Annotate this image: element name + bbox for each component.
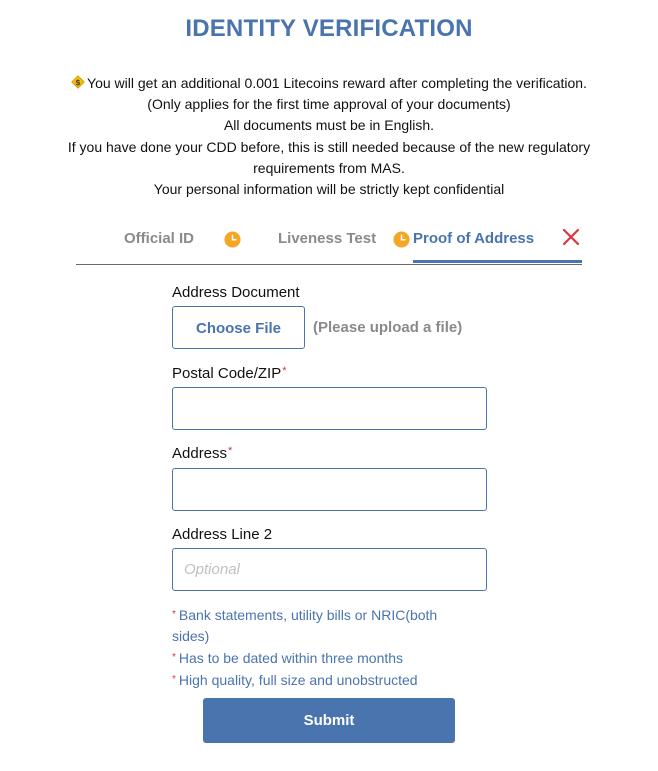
postal-code-label	[172, 365, 287, 382]
note-mark: *	[172, 674, 176, 685]
verification-tabs	[76, 222, 582, 265]
coin-icon	[71, 75, 85, 89]
svg-text:$: $	[75, 78, 81, 88]
cdd-note: If you have done your CDD before, this is still needed because of the new regulatory requirements from MAS.	[67, 139, 591, 176]
close-icon	[561, 227, 581, 247]
requirement-item: * Bank statements, utility bills or NRIC(both sides)	[172, 607, 438, 644]
postal-code-label-text: Postal Code/ZIP	[172, 365, 282, 382]
note-mark: *	[172, 652, 176, 663]
english-note: All documents must be in English.	[223, 117, 435, 133]
upload-hint: (Please upload a file)	[313, 319, 463, 336]
clock-icon	[393, 231, 410, 248]
reward-note	[0, 73, 658, 94]
document-requirements	[172, 604, 472, 691]
note-mark: *	[172, 609, 176, 620]
active-tab-indicator	[413, 260, 582, 263]
required-mark: *	[282, 365, 287, 377]
required-mark: *	[228, 445, 233, 457]
choose-file-button[interactable]: Choose File	[172, 306, 305, 349]
page-title: IDENTITY VERIFICATION	[185, 15, 473, 42]
address-line-2-input[interactable]	[172, 548, 487, 591]
requirement-item: * High quality, full size and unobstructed	[172, 672, 418, 688]
requirement-item: * Has to be dated within three months	[172, 650, 404, 666]
tab-official-id[interactable]: Official ID	[124, 230, 195, 247]
tab-liveness-test[interactable]: Liveness Test	[278, 230, 377, 247]
first-time-note: (Only applies for the first time approval of your documents)	[147, 96, 511, 112]
confidential-note: Your personal information will be strictly kept confidential	[153, 181, 505, 197]
clock-icon	[224, 231, 241, 248]
tab-proof-of-address[interactable]: Proof of Address	[413, 230, 535, 247]
address-line-2-label: Address Line 2	[172, 526, 273, 543]
reward-text: You will get an additional 0.001 Litecoins reward after completing the verification.	[87, 75, 587, 91]
address-label	[172, 445, 232, 462]
address-input[interactable]	[172, 468, 487, 511]
postal-code-input[interactable]	[172, 387, 487, 430]
address-label-text: Address	[172, 445, 228, 462]
submit-button[interactable]: Submit	[203, 698, 455, 743]
address-document-label: Address Document	[172, 284, 300, 301]
